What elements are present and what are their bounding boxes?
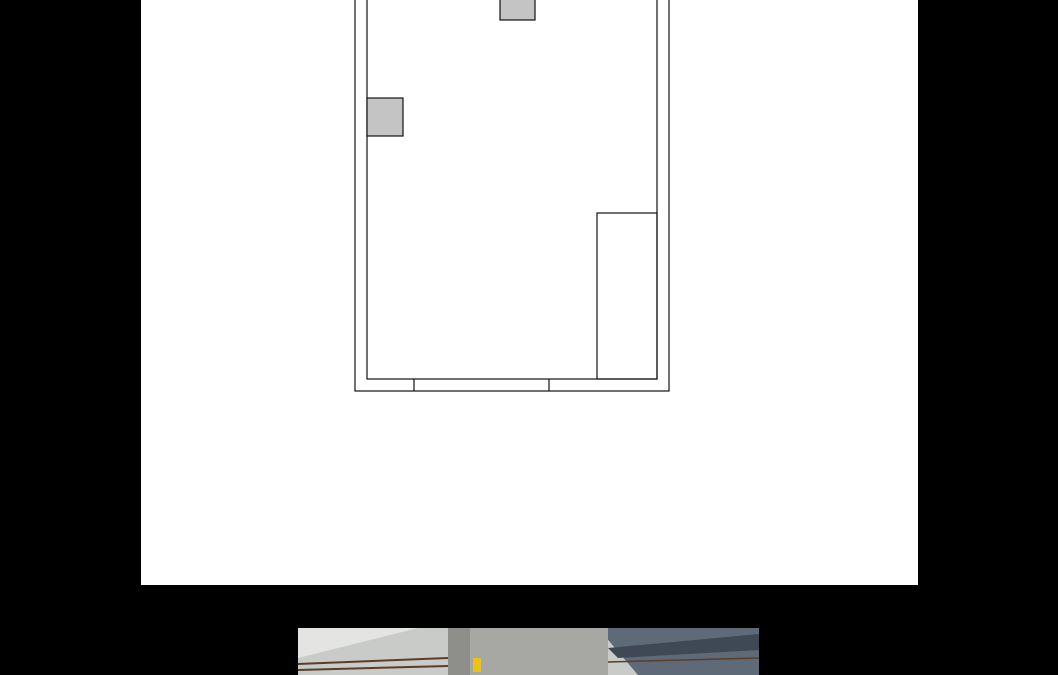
corner-room bbox=[597, 213, 657, 379]
top-column bbox=[500, 0, 535, 20]
edge-column bbox=[367, 98, 403, 136]
photo-yellow-tag bbox=[473, 658, 481, 672]
outer-slab-outline bbox=[355, 0, 669, 391]
plan-outline bbox=[355, 0, 669, 391]
photo-column-shadow bbox=[448, 628, 470, 675]
inner-slab-outline bbox=[367, 0, 657, 379]
construction-photo bbox=[298, 628, 759, 675]
photo-concrete-column bbox=[448, 628, 608, 675]
photo-illustration bbox=[298, 628, 759, 675]
